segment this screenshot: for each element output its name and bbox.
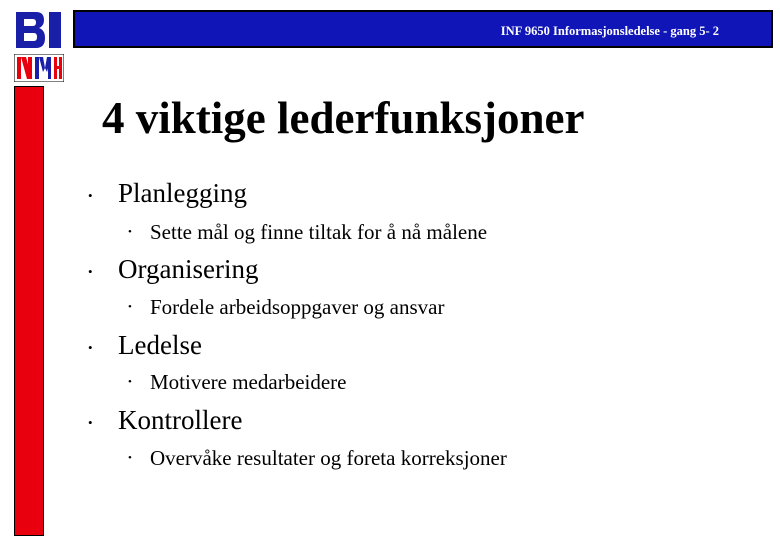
sub-bullet-dot: • xyxy=(128,452,132,464)
slide-title: 4 viktige lederfunksjoner xyxy=(102,93,585,143)
sub-bullet-label: Motivere medarbeidere xyxy=(150,370,347,394)
header-bar xyxy=(73,10,773,48)
bullet-dot: • xyxy=(88,264,93,279)
sub-bullet-dot: • xyxy=(128,226,132,238)
sub-bullet-label: Sette mål og finne tiltak for å nå målene xyxy=(150,220,488,244)
side-accent-bar xyxy=(14,86,44,536)
bi-logo xyxy=(14,10,64,50)
bullet-label: Kontrollere xyxy=(118,405,243,435)
bullet-label: Organisering xyxy=(118,254,259,284)
bullet-label: Ledelse xyxy=(118,330,202,360)
nmh-logo xyxy=(14,54,64,82)
bullet-dot: • xyxy=(88,415,93,430)
sub-bullet-dot: • xyxy=(128,301,132,313)
bullet-dot: • xyxy=(88,188,93,203)
course-header-text: INF 9650 Informasjonsledelse - gang 5- 2 xyxy=(500,24,719,38)
sub-bullet-dot: • xyxy=(128,376,132,388)
sub-bullet-label: Fordele arbeidsoppgaver og ansvar xyxy=(150,295,445,319)
bullet-dot: • xyxy=(88,340,93,355)
bullet-label: Planlegging xyxy=(118,178,247,208)
sub-bullet-label: Overvåke resultater og foreta korreksjoner xyxy=(150,446,507,470)
